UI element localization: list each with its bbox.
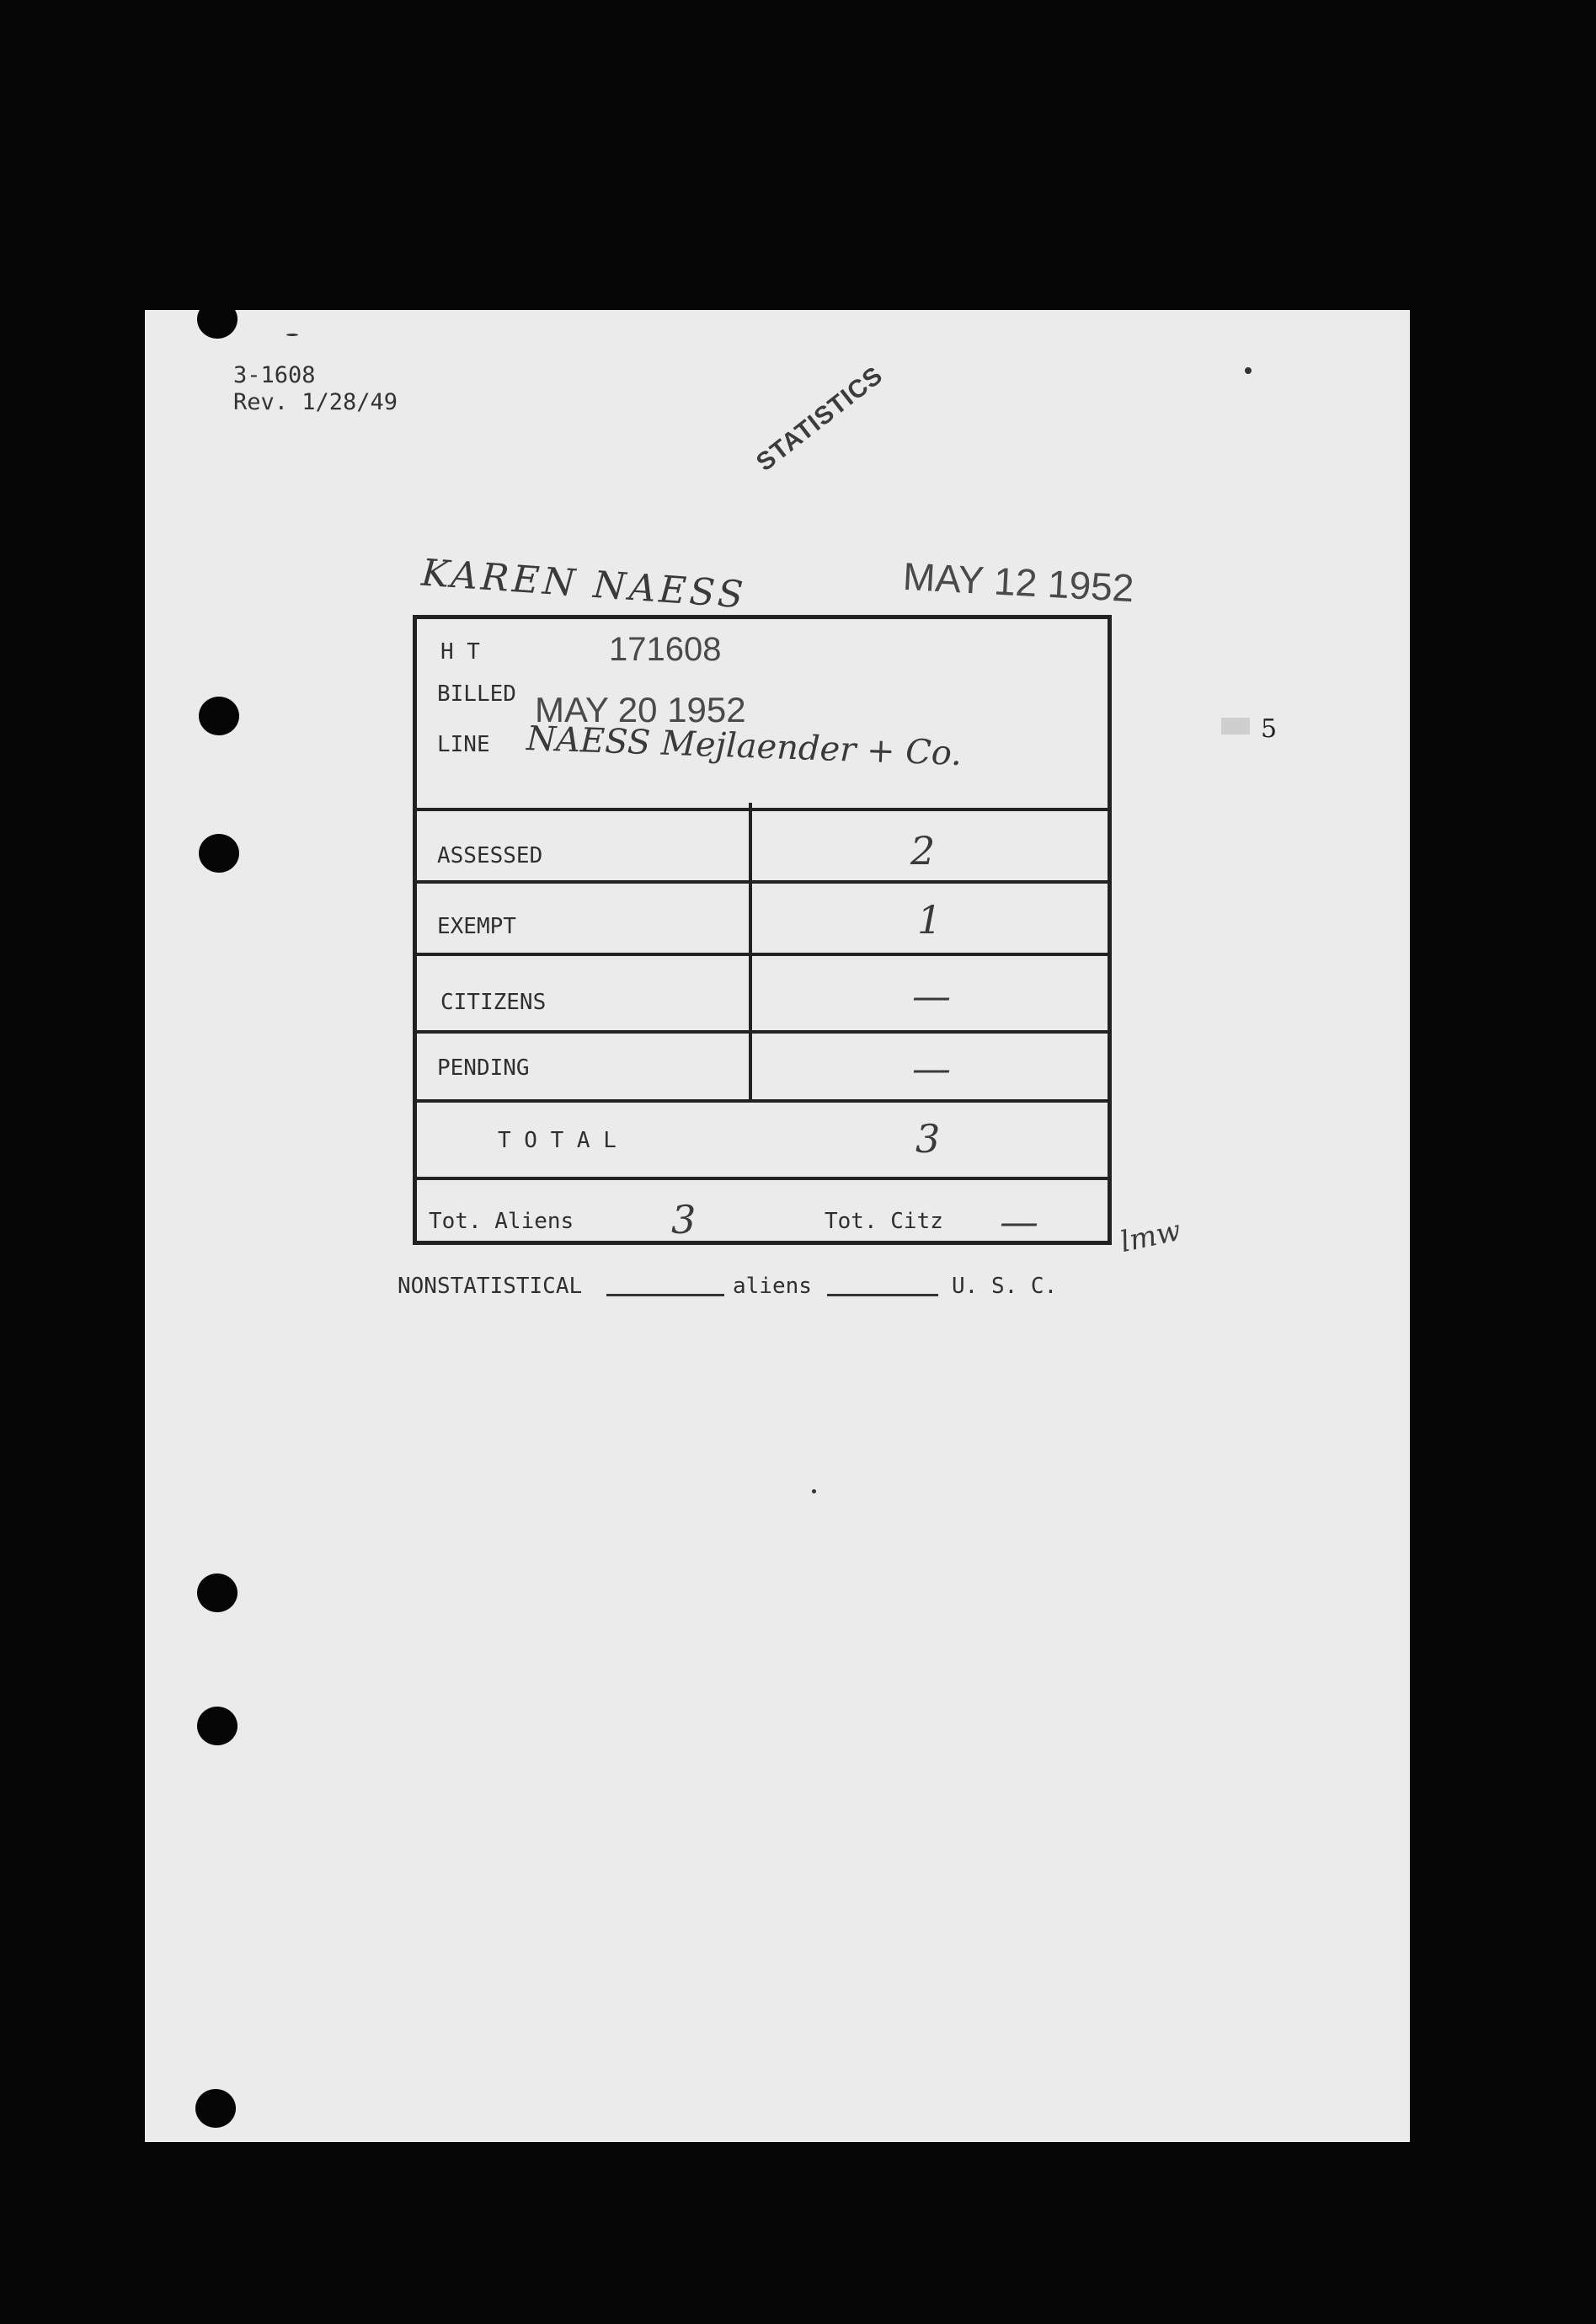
binder-hole	[199, 834, 239, 873]
ht-value: 171608	[609, 631, 722, 668]
pending-value: —	[912, 1045, 951, 1091]
pending-label: PENDING	[437, 1055, 530, 1081]
dust-speck	[1245, 367, 1252, 374]
document-page	[145, 310, 1410, 2142]
assessed-value: 2	[910, 828, 936, 874]
row-divider	[417, 1030, 1108, 1034]
billed-date: MAY 20 1952	[535, 690, 746, 729]
tot-aliens-value: 3	[671, 1197, 697, 1242]
tot-citz-value: —	[1000, 1199, 1038, 1244]
line-label: LINE	[437, 732, 490, 757]
handwritten-name: KAREN NAESS	[419, 551, 748, 617]
binder-hole	[197, 1573, 238, 1612]
row-divider	[417, 808, 1108, 811]
statistics-stamp: STATISTICS	[751, 361, 889, 478]
statistics-table	[413, 615, 1112, 1245]
exempt-value: 1	[917, 897, 942, 943]
faint-mark	[1221, 718, 1250, 735]
row-divider	[417, 1099, 1108, 1103]
total-value: 3	[915, 1116, 941, 1162]
line-value: NAESS Mejlaender + Co.	[526, 719, 963, 774]
ht-label: H T	[440, 639, 480, 665]
dust-speck	[286, 334, 298, 336]
usc-label: U. S. C.	[952, 1274, 1058, 1299]
binder-hole	[197, 1707, 238, 1745]
aliens-blank	[827, 1294, 938, 1296]
binder-hole	[199, 697, 239, 735]
binder-hole	[195, 2089, 236, 2128]
row-divider	[417, 953, 1108, 956]
form-revision: Rev. 1/28/49	[233, 389, 398, 415]
assessed-label: ASSESSED	[437, 843, 543, 868]
nonstat-blank	[606, 1294, 724, 1296]
exempt-label: EXEMPT	[437, 914, 516, 939]
row-divider	[417, 1177, 1108, 1180]
binder-hole	[197, 300, 238, 339]
citizens-label: CITIZENS	[440, 990, 547, 1015]
dust-speck	[812, 1489, 816, 1493]
citizens-value: —	[912, 973, 951, 1018]
nonstatistical-line	[398, 1274, 582, 1299]
form-code	[233, 362, 398, 416]
form-number: 3-1608	[233, 362, 316, 388]
total-label: T O T A L	[498, 1128, 617, 1153]
tot-aliens-label: Tot. Aliens	[429, 1209, 574, 1234]
initials: lmw	[1117, 1213, 1184, 1260]
billed-label: BILLED	[437, 681, 516, 707]
side-page-number: 5	[1261, 714, 1278, 744]
column-divider	[749, 803, 752, 1103]
nonstatistical-label: NONSTATISTICAL	[398, 1274, 583, 1299]
aliens-label: aliens	[733, 1274, 812, 1299]
received-date-stamp: MAY 12 1952	[901, 553, 1135, 611]
row-divider	[417, 880, 1108, 884]
tot-citz-label: Tot. Citz	[825, 1209, 943, 1234]
